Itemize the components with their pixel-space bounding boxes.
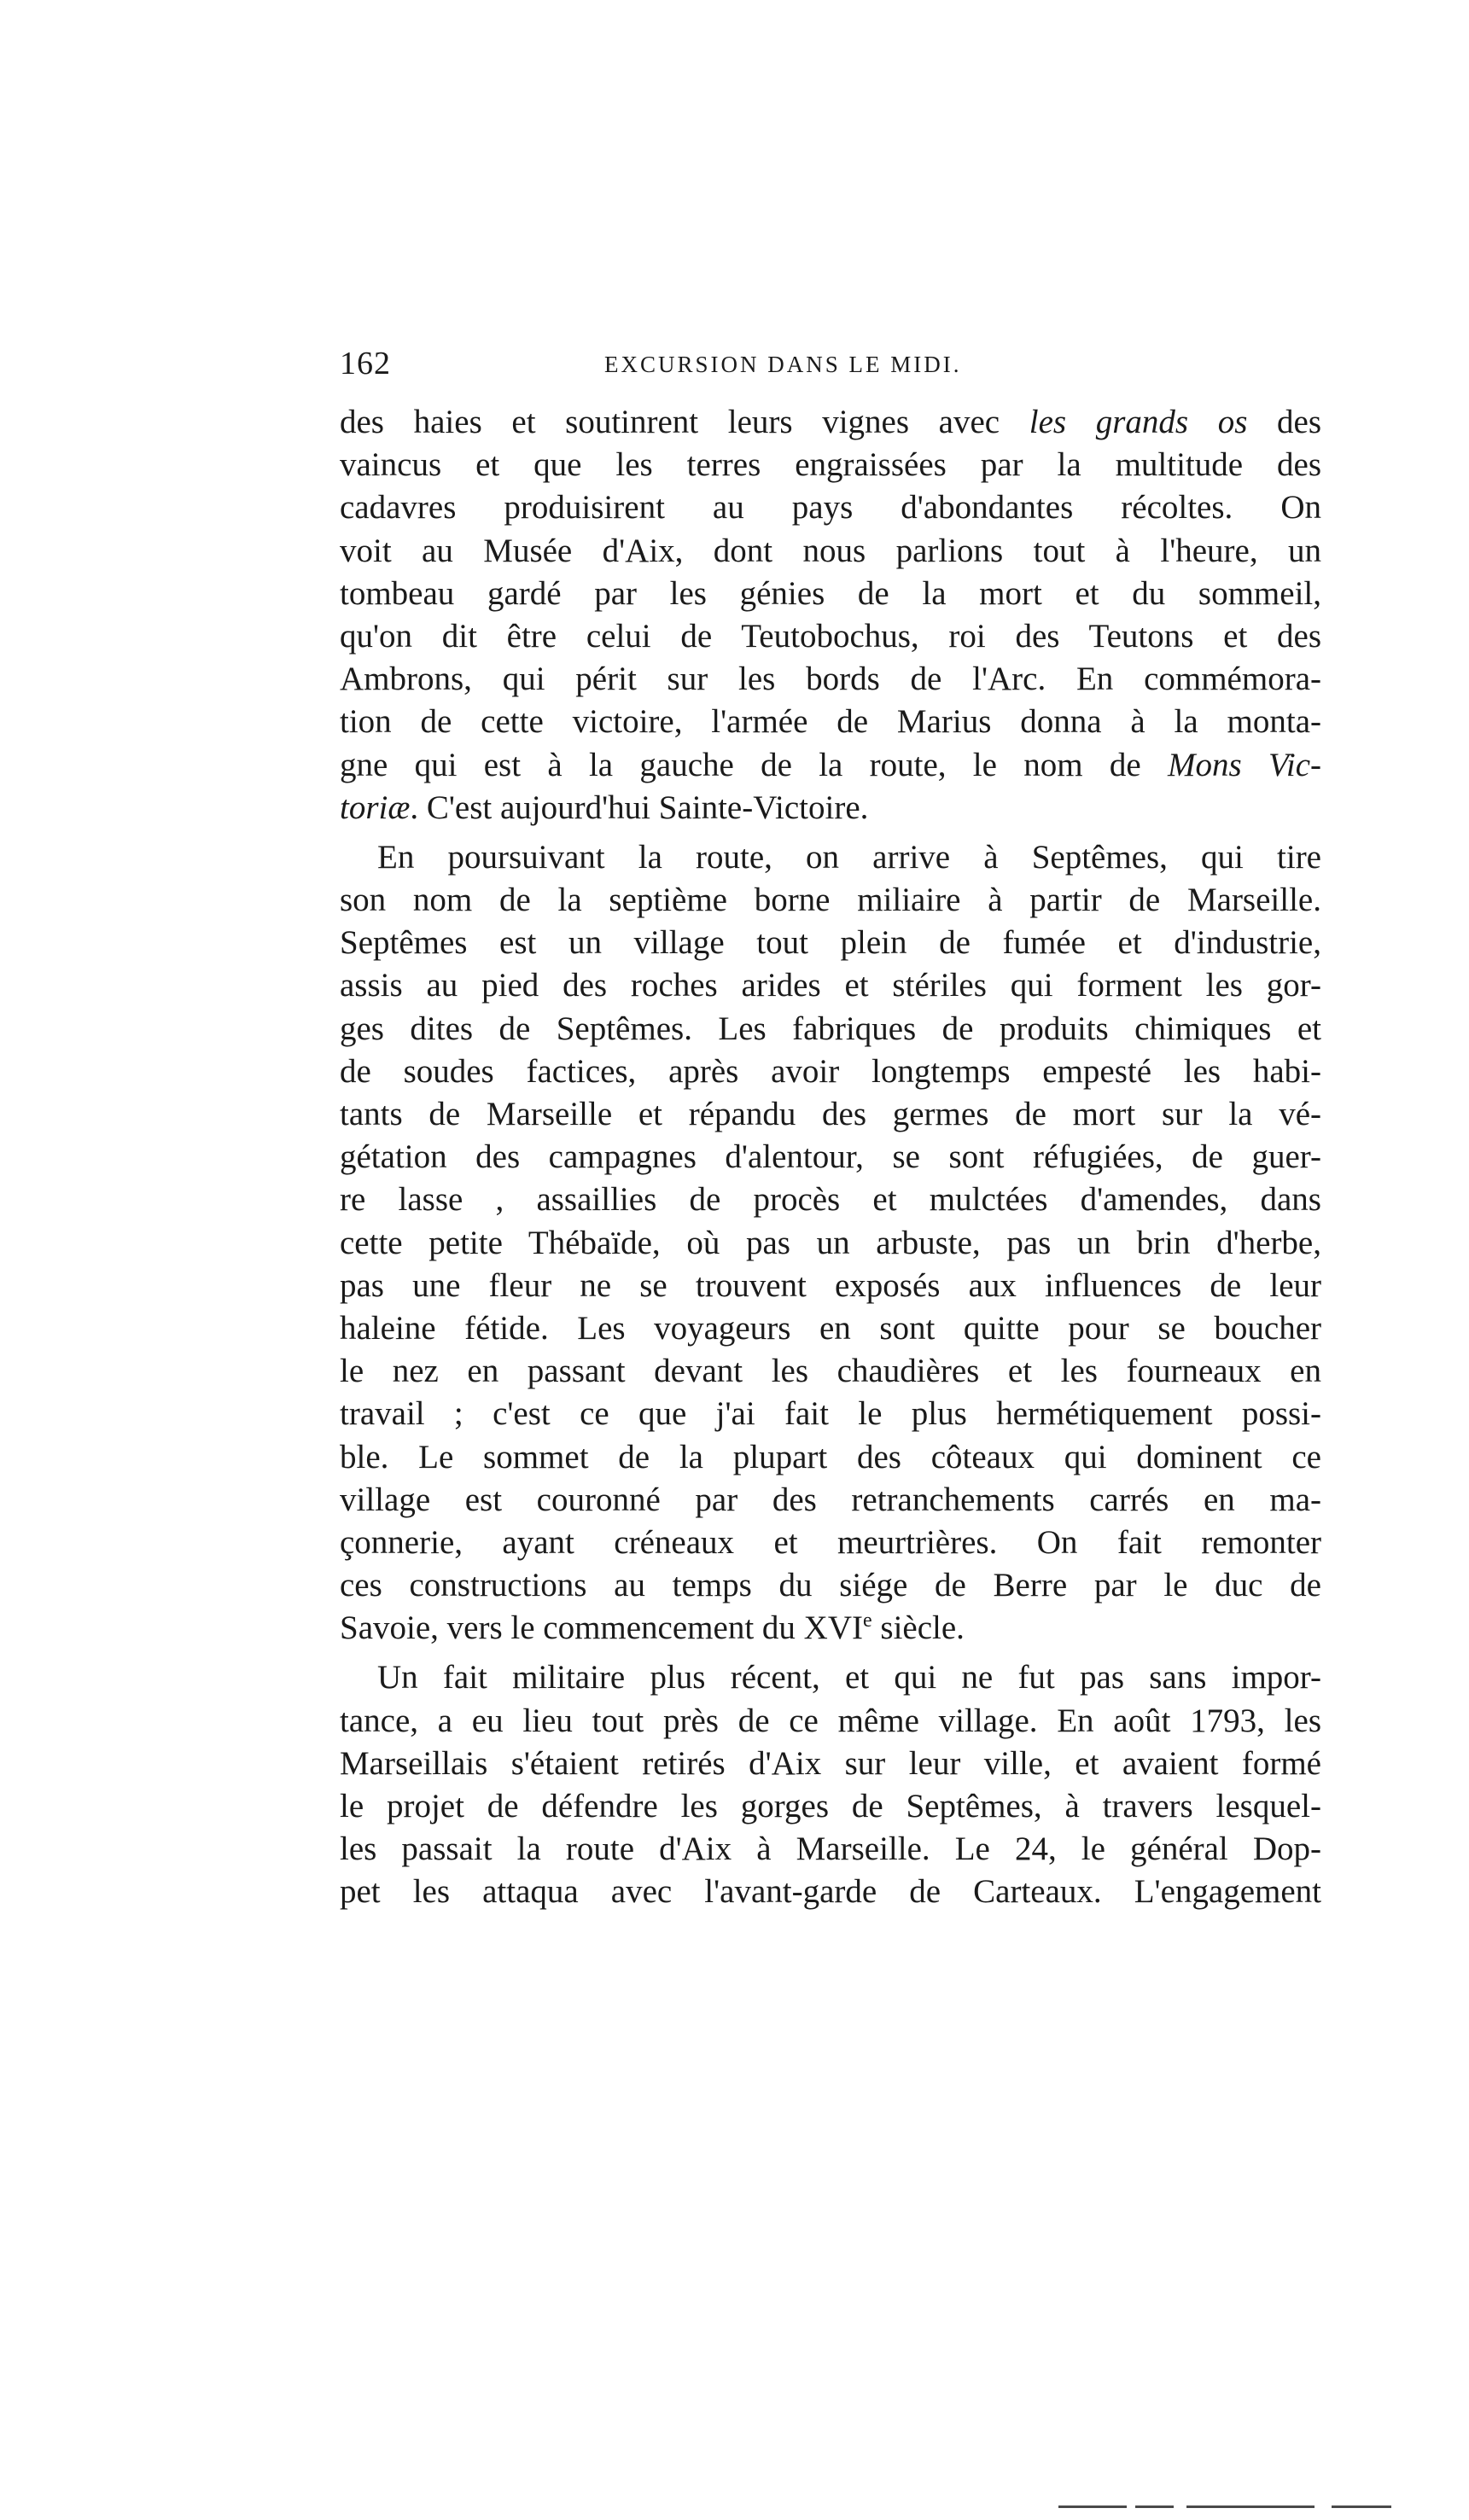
text-line: tants de Marseille et répandu des germes de mort sur la vé-	[340, 1096, 1321, 1132]
text-line: de soudes factices, après avoir longtemps empesté les habi-	[340, 1052, 1321, 1090]
text-line: les passait la route d'Aix à Marseille. Le 24, le général Dop-	[340, 1830, 1321, 1868]
text-line: gne qui est à la gauche de la route, le nom de Mons Vic-	[340, 746, 1322, 783]
text-line: Marseillais s'étaient retirés d'Aix sur leur ville, et avaient formé	[340, 1744, 1321, 1782]
text-line: assis au pied des roches arides et stériles qui forment les gor-	[340, 967, 1321, 1004]
text-line: tombeau gardé par les génies de la mort et du sommeil,	[340, 574, 1321, 612]
text-line: vaincus et que les terres engraissées par la multitude des	[340, 446, 1321, 484]
text-line: Septêmes est un village tout plein de fumée et d'industrie,	[340, 924, 1321, 962]
text-line: cadavres produisirent au pays d'abondantes récoltes. On	[340, 489, 1321, 527]
text-line: son nom de la septième borne miliaire à partir de Marseille.	[340, 882, 1321, 919]
text-line: des haies et soutinrent leurs vignes avec les grands os des	[340, 404, 1321, 440]
text-line: gétation des campagnes d'alentour, se sont réfugiées, de guer-	[340, 1138, 1321, 1176]
footer-rule	[1186, 2505, 1315, 2508]
text-line: qu'on dit être celui de Teutobochus, roi des Teutons et des	[340, 617, 1321, 655]
text-line: ges dites de Septêmes. Les fabriques de produits chimiques et	[340, 1010, 1321, 1047]
text-line: ces constructions au temps du siége de Berre par le duc de	[340, 1567, 1321, 1604]
text-line: tance, a eu lieu tout près de ce même village. En août 1793, les	[340, 1702, 1321, 1739]
text-line: le nez en passant devant les chaudières et les fourneaux en	[340, 1353, 1321, 1390]
text-line: çonnerie, ayant créneaux et meurtrières. On fait remonter	[340, 1523, 1321, 1561]
page-header	[340, 345, 1321, 396]
page-number: 162	[340, 346, 391, 381]
text-line: Ambrons, qui périt sur les bords de l'Arc. En commémora-	[340, 661, 1321, 698]
footer-rule	[1332, 2505, 1391, 2508]
text-line: pas une fleur ne se trouvent exposés aux influences de leur	[340, 1266, 1321, 1304]
text-line: cette petite Thébaïde, où pas un arbuste, pas un brin d'herbe,	[340, 1224, 1321, 1261]
body-text	[340, 401, 1321, 1914]
text-line: le projet de défendre les gorges de Septêmes, à travers lesquel-	[340, 1788, 1321, 1825]
text-line: re lasse , assaillies de procès et mulctées d'amendes, dans	[340, 1181, 1321, 1219]
text-line: pet les attaqua avec l'avant-garde de Carteaux. L'engagement	[340, 1873, 1321, 1911]
text-line: toriæ. C'est aujourd'hui Sainte-Victoire.	[340, 789, 869, 826]
running-title: EXCURSION DANS LE MIDI.	[604, 352, 962, 377]
text-line: village est couronné par des retranchements carrés en ma-	[340, 1481, 1321, 1518]
footer-rule	[1058, 2505, 1127, 2508]
text-line: ble. Le sommet de la plupart des côteaux qui dominent ce	[340, 1438, 1321, 1475]
text-line: En poursuivant la route, on arrive à Septêmes, qui tire	[377, 838, 1321, 876]
text-line: Savoie, vers le commencement du XVIe siècle.	[340, 1609, 965, 1647]
text-line: voit au Musée d'Aix, dont nous parlions tout à l'heure, un	[340, 532, 1321, 569]
text-line: haleine fétide. Les voyageurs en sont quitte pour se boucher	[340, 1309, 1321, 1347]
footer-rule	[1135, 2505, 1174, 2508]
text-line: Un fait militaire plus récent, et qui ne fut pas sans impor-	[377, 1659, 1321, 1696]
text-line: travail ; c'est ce que j'ai fait le plus hermétiquement possi-	[340, 1395, 1321, 1433]
text-line: tion de cette victoire, l'armée de Marius donna à la monta-	[340, 703, 1321, 741]
